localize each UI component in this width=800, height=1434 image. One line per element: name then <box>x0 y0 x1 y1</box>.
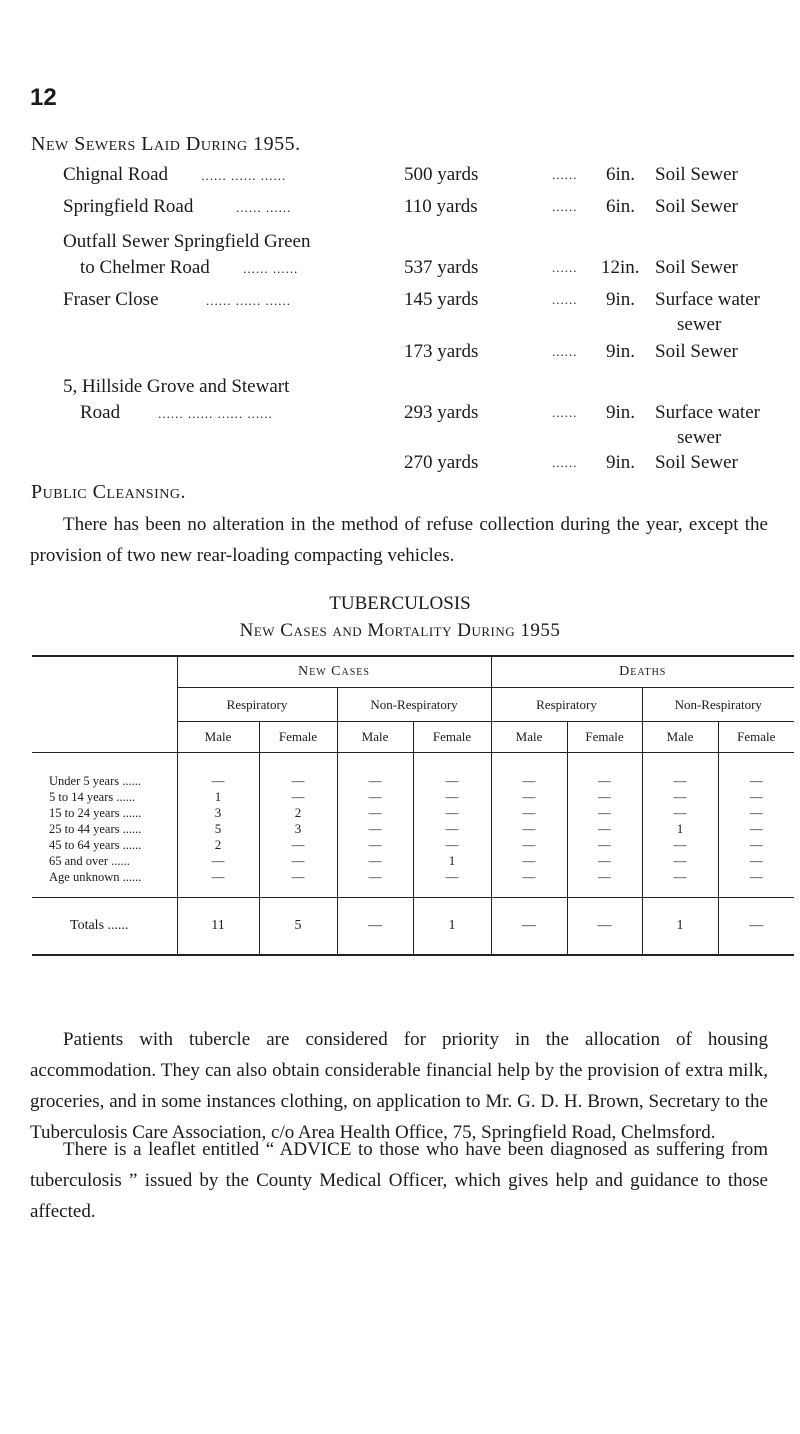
col-sex: Female <box>413 722 491 753</box>
sewer-length: 173 yards <box>404 341 479 362</box>
table-cell: — <box>718 789 794 805</box>
col-group-new-cases: New Cases <box>177 656 491 688</box>
age-group-label: Under 5 years ...... <box>32 773 177 789</box>
table-cell: — <box>337 789 413 805</box>
table-cell: — <box>337 805 413 821</box>
table-cell: — <box>413 805 491 821</box>
table-cell: — <box>567 821 642 837</box>
tuberculosis-table <box>32 655 794 956</box>
leaflet-paragraph: There is a leaflet entitled “ ADVICE to those who have been diagnosed as suffering from tuberculosis ” issued by the County Medical Officer, which gives help and guidance to those affected. <box>30 1139 768 1222</box>
sewer-type: Soil Sewer <box>655 341 738 362</box>
table-cell: — <box>642 789 718 805</box>
age-group-label: Age unknown ...... <box>32 869 177 885</box>
sewer-size: 12in. <box>601 257 640 278</box>
col-sex: Male <box>337 722 413 753</box>
cleansing-paragraph: There has been no alteration in the method of refuse collection during the year, except the provision of two new rear-loading compacting vehicles. <box>30 514 768 566</box>
table-cell: — <box>567 789 642 805</box>
sewer-type: Soil Sewer <box>655 257 738 278</box>
table-cell: 1 <box>642 898 718 956</box>
table-corner <box>32 656 177 753</box>
sewer-location: Chignal Road ...... ...... ...... <box>63 164 287 185</box>
table-cell: — <box>718 821 794 837</box>
table-cell: — <box>259 773 337 789</box>
table-cell: — <box>567 805 642 821</box>
table-cell: — <box>491 869 567 885</box>
sewer-type: sewer <box>677 427 722 448</box>
table-cell: 1 <box>413 853 491 869</box>
table-body <box>32 773 794 885</box>
col-subgroup: Respiratory <box>491 688 642 722</box>
sewer-location: 5, Hillside Grove and Stewart <box>63 376 290 397</box>
table-cell: 1 <box>642 821 718 837</box>
sewer-location: Outfall Sewer Springfield Green <box>63 231 311 252</box>
table-cell: — <box>718 837 794 853</box>
age-group-label: 65 and over ...... <box>32 853 177 869</box>
sewer-length: 270 yards <box>404 452 479 473</box>
sewer-size: 6in. <box>606 196 636 217</box>
table-cell: — <box>642 805 718 821</box>
table-cell: — <box>642 853 718 869</box>
table-cell: — <box>567 837 642 853</box>
table-cell: — <box>718 869 794 885</box>
table-row <box>32 789 794 805</box>
table-row <box>32 805 794 821</box>
sewer-type: Soil Sewer <box>655 452 738 473</box>
sewer-size: 9in. <box>606 341 636 362</box>
col-subgroup: Non-Respiratory <box>337 688 491 722</box>
page-number: 12 <box>30 84 57 111</box>
table-cell: — <box>413 789 491 805</box>
table-cell: — <box>642 869 718 885</box>
sewer-type: Soil Sewer <box>655 164 738 185</box>
age-group-label: 5 to 14 years ...... <box>32 789 177 805</box>
sewer-length: 293 yards <box>404 402 479 423</box>
sewer-length: 537 yards <box>404 257 479 278</box>
cleansing-heading: Public Cleansing. <box>31 481 186 503</box>
table-cell: — <box>177 773 259 789</box>
table-cell: 5 <box>177 821 259 837</box>
table-cell: — <box>413 837 491 853</box>
totals-label: Totals ...... <box>32 898 177 956</box>
table-cell: 3 <box>259 821 337 837</box>
table-cell: — <box>337 773 413 789</box>
sewer-size: 9in. <box>606 452 636 473</box>
sewer-length: 500 yards <box>404 164 479 185</box>
col-sex: Male <box>491 722 567 753</box>
col-sex: Male <box>642 722 718 753</box>
table-row <box>32 837 794 853</box>
col-subgroup: Non-Respiratory <box>642 688 794 722</box>
table-cell: — <box>642 837 718 853</box>
sewers-heading: New Sewers Laid During 1955. <box>31 133 301 155</box>
table-cell: — <box>491 853 567 869</box>
table-totals-row <box>32 898 794 956</box>
table-cell: — <box>337 837 413 853</box>
sewer-size: 6in. <box>606 164 636 185</box>
table-cell: — <box>413 869 491 885</box>
col-sex: Male <box>177 722 259 753</box>
table-cell: — <box>491 837 567 853</box>
table-row <box>32 821 794 837</box>
table-cell: 2 <box>259 805 337 821</box>
table-cell: 1 <box>413 898 491 956</box>
table-cell: — <box>718 805 794 821</box>
sewer-type: sewer <box>677 314 722 335</box>
sewer-location: Road ...... ...... ...... ...... <box>80 402 273 423</box>
table-cell: — <box>337 898 413 956</box>
age-group-label: 45 to 64 years ...... <box>32 837 177 853</box>
table-cell: — <box>491 821 567 837</box>
table-cell: 11 <box>177 898 259 956</box>
table-cell: — <box>567 869 642 885</box>
col-sex: Female <box>259 722 337 753</box>
tuberculosis-subtitle: New Cases and Mortality During 1955 <box>239 620 561 641</box>
table-cell: — <box>413 773 491 789</box>
table-cell: — <box>567 898 642 956</box>
sewer-length: 145 yards <box>404 289 479 310</box>
table-cell: — <box>491 789 567 805</box>
col-subgroup: Respiratory <box>177 688 337 722</box>
table-cell: — <box>567 773 642 789</box>
table-header-row <box>32 656 794 688</box>
table-row <box>32 773 794 789</box>
housing-paragraph: Patients with tubercle are considered for priority in the allocation of housing accommodation. They can also obtain considerable financial help by the provision of extra milk, groceries, and in some instances clothing, on application to Mr. G. D. H. Brown, Secretary to the Tuberculosis Care Association, c/o Area Health Office, 75, Springfield Road, Chelmsford. <box>30 1029 768 1143</box>
table-cell: — <box>491 773 567 789</box>
table-cell: — <box>413 821 491 837</box>
table-spacer <box>32 885 794 898</box>
col-group-deaths: Deaths <box>491 656 794 688</box>
table-cell: 3 <box>177 805 259 821</box>
table-spacer <box>32 753 794 774</box>
tuberculosis-title: TUBERCULOSIS <box>329 593 471 614</box>
col-sex: Female <box>567 722 642 753</box>
table-cell: — <box>259 869 337 885</box>
sewer-location: Fraser Close ...... ...... ...... <box>63 289 292 310</box>
table-cell: — <box>491 805 567 821</box>
age-group-label: 25 to 44 years ...... <box>32 821 177 837</box>
sewer-type: Surface water <box>655 402 760 423</box>
table-cell: — <box>177 853 259 869</box>
table-cell: — <box>642 773 718 789</box>
table-cell: 2 <box>177 837 259 853</box>
sewer-length: 110 yards <box>404 196 478 217</box>
table-row <box>32 869 794 885</box>
table-row <box>32 853 794 869</box>
table-cell: — <box>259 837 337 853</box>
table-cell: — <box>718 773 794 789</box>
table-cell: — <box>337 853 413 869</box>
table-cell: — <box>177 869 259 885</box>
sewer-size: 9in. <box>606 402 636 423</box>
age-group-label: 15 to 24 years ...... <box>32 805 177 821</box>
table-cell: — <box>259 853 337 869</box>
table-cell: — <box>567 853 642 869</box>
table-cell: 5 <box>259 898 337 956</box>
col-sex: Female <box>718 722 794 753</box>
table-cell: 1 <box>177 789 259 805</box>
table-cell: — <box>718 853 794 869</box>
sewer-type: Soil Sewer <box>655 196 738 217</box>
table-cell: — <box>718 898 794 956</box>
sewer-type: Surface water <box>655 289 760 310</box>
sewer-location: Springfield Road ...... ...... <box>63 196 292 217</box>
table-cell: — <box>491 898 567 956</box>
sewer-location: to Chelmer Road ...... ...... <box>80 257 299 278</box>
table-cell: — <box>337 821 413 837</box>
table-cell: — <box>337 869 413 885</box>
sewer-size: 9in. <box>606 289 636 310</box>
table-cell: — <box>259 789 337 805</box>
